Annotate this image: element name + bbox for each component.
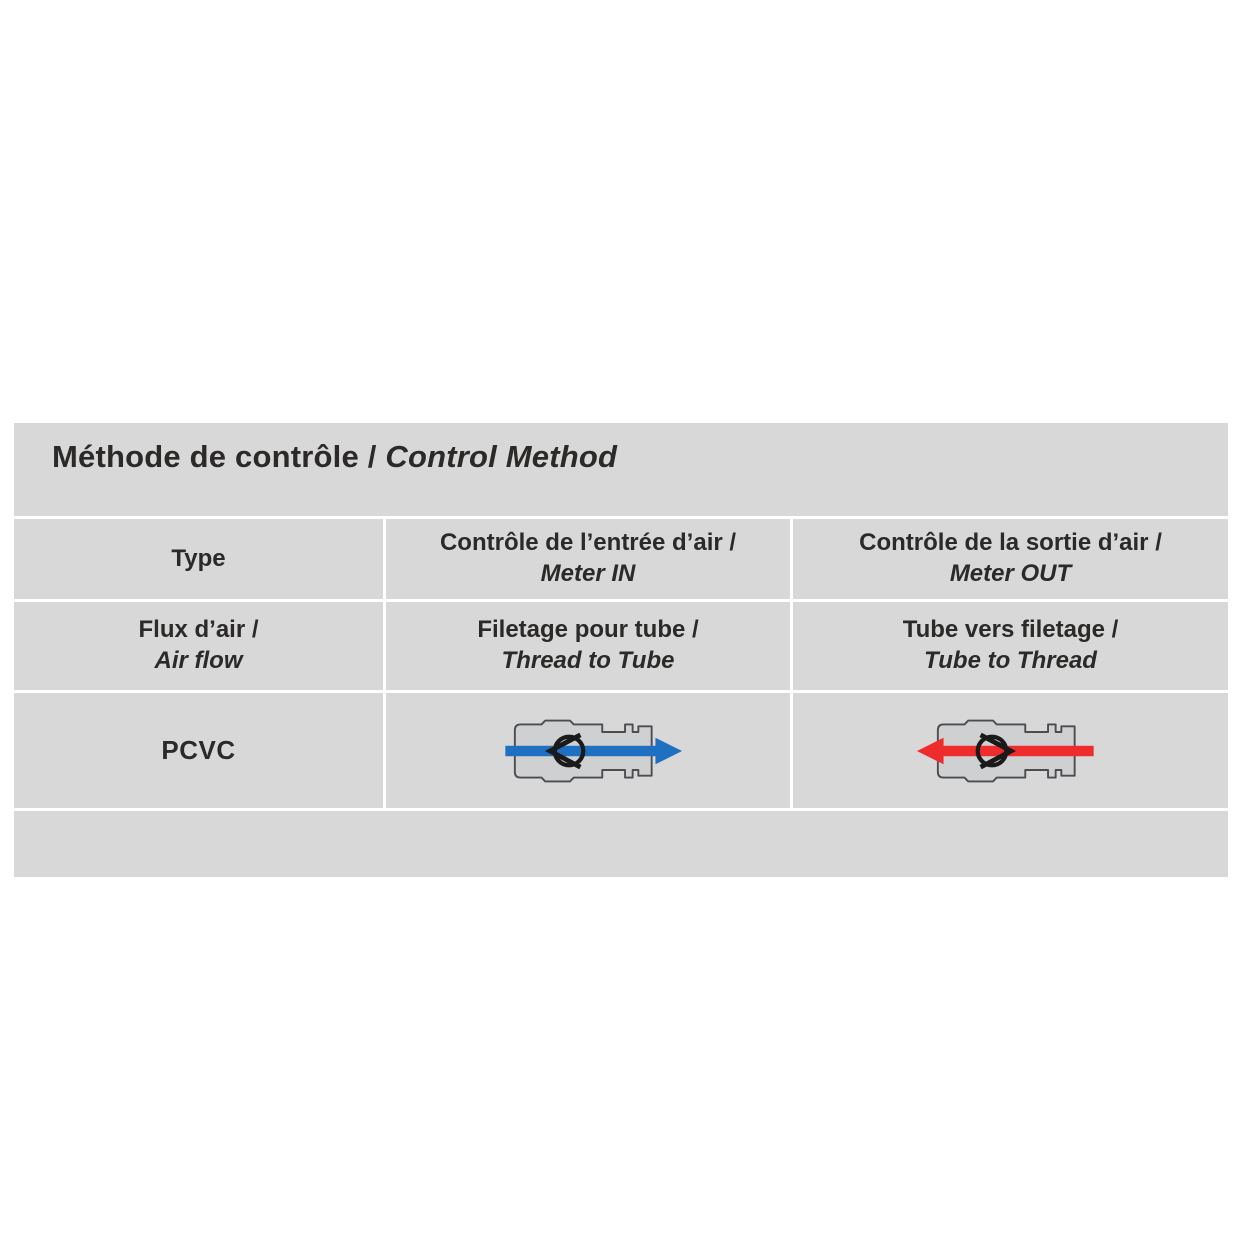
meter-in-label-fr: Contrôle de l’entrée d’air / xyxy=(439,529,737,557)
control-method-table xyxy=(14,516,1228,811)
pcvc-label: PCVC xyxy=(161,734,236,765)
header-cell-type xyxy=(14,519,383,599)
pcvc-cell-meter-out-figure xyxy=(793,693,1228,808)
meter-out-label-en: Meter OUT xyxy=(949,560,1072,587)
meter-in-label-en: Meter IN xyxy=(540,560,636,587)
tube-to-thread-label-fr: Tube vers filetage / xyxy=(902,616,1119,644)
pcvc-cell-label xyxy=(14,693,383,808)
pcvc-cell-meter-in-figure xyxy=(386,693,790,808)
panel-bottom-strip xyxy=(14,811,1228,877)
airflow-cell-tube-to-thread xyxy=(793,602,1228,690)
header-type-label: Type xyxy=(171,544,226,572)
airflow-cell-label xyxy=(14,602,383,690)
meter-out-figure xyxy=(911,713,1111,789)
header-cell-meter-out xyxy=(793,519,1228,599)
control-method-panel xyxy=(14,423,1228,877)
thread-to-tube-label-en: Thread to Tube xyxy=(501,647,675,674)
tube-to-thread-label-en: Tube to Thread xyxy=(924,647,1097,674)
panel-title-row xyxy=(14,423,1228,516)
panel-title-fr: Méthode de contrôle / xyxy=(52,439,386,474)
airflow-cell-thread-to-tube xyxy=(386,602,790,690)
airflow-label-fr: Flux d’air / xyxy=(138,616,259,644)
airflow-label-en: Air flow xyxy=(154,647,243,674)
panel-title xyxy=(52,439,617,475)
meter-out-label-fr: Contrôle de la sortie d’air / xyxy=(859,529,1162,557)
thread-to-tube-label-fr: Filetage pour tube / xyxy=(477,616,699,644)
header-cell-meter-in xyxy=(386,519,790,599)
panel-title-en: Control Method xyxy=(385,439,618,474)
meter-in-figure xyxy=(488,713,688,789)
